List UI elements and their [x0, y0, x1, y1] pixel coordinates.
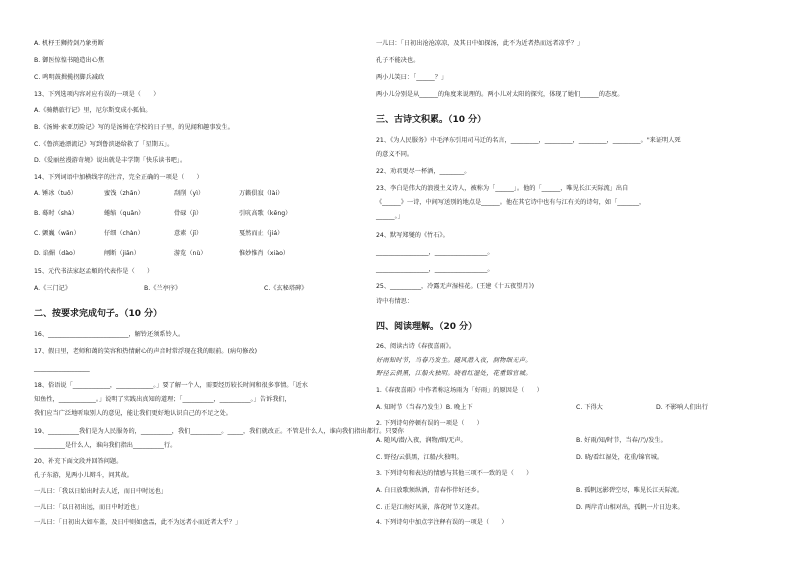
- pinyin-option: 意素（jī）: [174, 230, 203, 237]
- pinyin-option: C. 颤巍（wān）: [34, 230, 80, 237]
- poem-line: 野径云俱黑，江船火独明。晓看红湿处，花重锦官城。: [376, 370, 532, 377]
- choice-option: B. 孤帆远影碧空尽，唯见长江天际流。: [576, 487, 684, 494]
- question-line: B.《汤姆·索亚历险记》写的是汤姆在学校的日子里，的见闻和趣事发生。: [34, 124, 234, 131]
- question-line: 两小儿分别是从______的角度来说理的。两小儿对太阳的探究，体现了她们______的态度。: [376, 91, 624, 98]
- question-line: D.《爱丽丝漫游奇境》说出就是丰学期「快乐读书吧」。: [34, 157, 187, 164]
- question-line: 4. 下列诗句中加点字注释有误的一项是（ ）: [376, 519, 508, 526]
- question-line: 18、俗语说「____________，____________。」要了解一个人，需要经历较长时间和很多事情。「近水: [34, 382, 308, 389]
- question-line: B. 御医惊惶书随造出心焦: [34, 57, 105, 64]
- question-line: _________________，_________________。: [376, 266, 494, 273]
- pinyin-option: 闸断（jiān）: [104, 250, 140, 257]
- question-line: A.《骑鹅旅行记》里，尼尔斯变成小狐仙。: [34, 107, 152, 114]
- pinyin-option: 游览（nù）: [174, 250, 207, 257]
- choice-option: C. 正是江南好风景，落花时节又逢君。: [376, 504, 484, 511]
- question-line: 一儿曰：「日初出沧沧凉凉，及其日中如探汤，此不为近者热而远者凉乎？」: [376, 40, 584, 47]
- question-line: 孔子东游，见两小儿辩斗，问其故。: [34, 472, 133, 479]
- question-line: 24、默写郑燮的《竹石》。: [376, 232, 449, 239]
- question-line: 两小儿笑曰：「______？」: [376, 74, 448, 81]
- question-line: 14、下列词语中加横线字的注音，完全正确的一项是（ ）: [34, 174, 203, 181]
- question-line: A. 机杼王狮持剑乃象勇断: [34, 40, 104, 47]
- question-line: 25、__________，冷露无声湿桂花。(王建《十五夜望月》): [376, 283, 535, 290]
- question-line: _________________，_________________。: [376, 249, 494, 256]
- question-line: 1.《春夜喜雨》中作者称这场雨为「好雨」的原因是（ ）: [376, 387, 543, 394]
- question-line: 13、下列选项内容对应有误的一项是（ ）: [34, 91, 160, 98]
- question-line: 26、阅读古诗《春夜喜雨》。: [376, 343, 456, 350]
- choice-option: C.《玄秘塔碑》: [264, 285, 308, 292]
- question-line: 一儿曰：「以日初出远，而日中时近也」: [34, 504, 143, 511]
- pinyin-option: 引吭高歌（kēng）: [239, 210, 292, 217]
- question-line: 一儿曰：「我以日始出时去人近，而日中时远也」: [34, 488, 168, 495]
- question-line: C. 鸣明鼓揖揽拐脚兵减政: [34, 74, 105, 81]
- choice-option: A. 随风/潜/入夜，润物/细/无声。: [376, 437, 467, 444]
- choice-option: C. 下得大: [576, 404, 603, 411]
- pinyin-option: 万籁俱寂（lài）: [239, 190, 284, 197]
- section-heading: 二、按要求完成句子。（10 分）: [34, 309, 163, 319]
- question-line: 的意义不同。: [376, 151, 414, 158]
- question-line: 20、补充下面文段并回答问题。: [34, 458, 123, 465]
- choice-option: A. 白日放歌须纵酒，青春作伴好还乡。: [376, 487, 484, 494]
- question-line: 17、假日里，老师和蔼的笑容和热情耐心的声音时常浮现在我的眼前。(病句修改): [34, 348, 258, 355]
- question-line: ______。」: [376, 213, 404, 220]
- question-line: 诗中有情思：: [376, 298, 414, 305]
- question-line: 一儿曰：「日初出大如车盖，及日中则如盘盂，此不为远者小而近者大乎？」: [34, 519, 242, 526]
- question-line: __________________: [34, 365, 90, 372]
- pinyin-option: 仔细（chàn）: [104, 230, 144, 237]
- pinyin-option: 刮削（yì）: [174, 190, 205, 197]
- pinyin-option: 蜜饯（zhān）: [104, 190, 144, 197]
- choice-option: C. 野径/云俱黑，江船/火独明。: [376, 454, 463, 461]
- question-line: 孔子不能决也。: [376, 57, 420, 64]
- poem-line: 好雨知时节，当春乃发生。随风潜入夜，润物细无声。: [376, 357, 532, 364]
- choice-option: A.《三门记》: [34, 285, 72, 292]
- choice-option: D. 晓/看红湿处，花重/锦官城。: [576, 454, 664, 461]
- question-line: 知鱼性，____________。」说明了实践出真知的道理；「__________，__________。」告诉我们，: [34, 396, 291, 403]
- choice-option: B. 好雨/知/时节，当春/乃/发生。: [576, 437, 667, 444]
- section-heading: 三、古诗文积累。（10 分）: [376, 115, 487, 125]
- choice-option: A. 知时节（当春乃发生）B. 晚上下: [376, 404, 473, 411]
- question-line: 16、__________________________，解铃还须系铃人。: [34, 331, 185, 338]
- question-line: 21、《为人民服务》中毛泽东引用司马迁的名言，_________，_________，_________，_________。"来证明人死: [376, 137, 681, 144]
- question-line: 22、劝君更尽一杯酒，________。: [376, 168, 471, 175]
- question-line: 15、元代书法家赵孟頫的代表作是（ ）: [34, 268, 154, 275]
- pinyin-option: D. 谄媚（dào）: [34, 250, 79, 257]
- section-heading: 四、阅读理解。（20 分）: [376, 322, 478, 332]
- choice-option: D. 两岸青山相对出，孤帆一片日边来。: [576, 504, 684, 511]
- pinyin-option: 蜷缩（quān）: [104, 210, 145, 217]
- pinyin-option: 骨碌（jì）: [174, 210, 203, 217]
- question-line: 23、李白是伟大的浪漫主义诗人，被称为「______」。他的「______，唯见长江天际流」出自: [376, 185, 629, 192]
- pinyin-option: 戛然而止（jiá）: [239, 230, 284, 237]
- question-line: 我们应当广泛地听取别人的意见，能让我们更好地认识自己的不足之处。: [34, 410, 232, 417]
- pinyin-option: A. 锤冰（tuǒ）: [34, 190, 77, 197]
- choice-option: B.《兰亭序》: [144, 285, 182, 292]
- pinyin-option: 惟妙惟肖（xiào）: [239, 250, 290, 257]
- question-line: __________是什么人，谁向我们指出__________行。: [34, 442, 177, 449]
- question-line: 3. 下列诗句和表达的情感与其他三项不一致的是（ ）: [376, 470, 533, 477]
- choice-option: D. 不影响人们出行: [656, 404, 709, 411]
- pinyin-option: B. 蓦时（shà）: [34, 210, 78, 217]
- question-line: C.《鲁滨逊漂流记》写到鲁滨逊给救了「星期五」。: [34, 141, 174, 148]
- question-line: 2. 下列诗句停顿有误的一项是（ ）: [376, 420, 483, 427]
- question-line: 《______》一诗，中间写送别的地点是______。他在其它诗中也有与江有关的诗句，如「_______，: [376, 199, 646, 206]
- question-line: 19、__________我们是为人民服务的，__________，我们__________。_____，我们就改正。不管是什么人，谁向我们指出都行。只要你: [34, 428, 404, 435]
